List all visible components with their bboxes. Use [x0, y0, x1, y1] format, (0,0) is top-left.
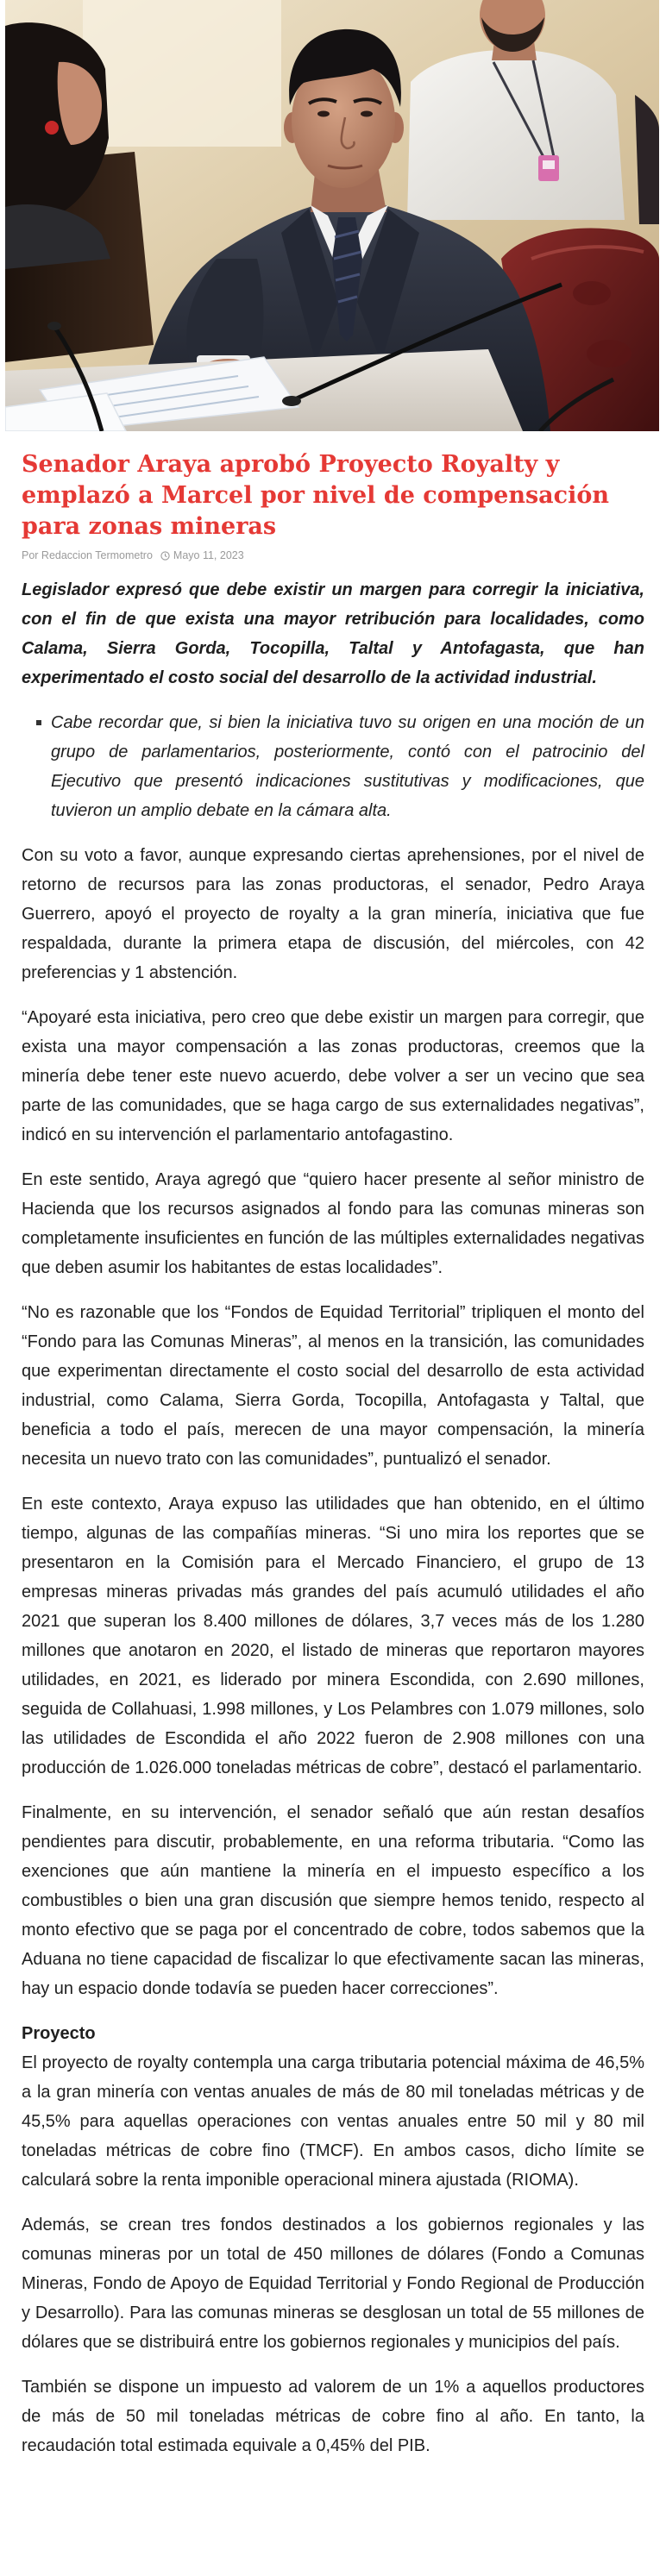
article-body: [22, 449, 644, 2476]
body-paragraph: Finalmente, en su intervención, el senador señaló que aún restan desafíos pendientes para discutir, probablemente, en una reforma tributaria. “Como las exenciones que aún mantiene la minería en el impuesto específico a los combustibles o bien una gran discusión que siempre hemos tenido, respecto al monto efectivo que se paga por el concentrado de cobre, todos sabemos que la Aduana no tiene capacidad de fiscalizar lo que efectivamente sacan las mineras, hay un espacio donde todavía se pueden hacer correcciones”.: [22, 1803, 644, 1998]
chair-tuft: [587, 340, 631, 367]
section-paragraph: El proyecto de royalty contempla una carga tributaria potencial máxima de 46,5% a la gran minería con ventas anuales de más de 80 mil toneladas métricas y de 45,5% para aquellas operaciones con ventas anuales entre 50 mil y 80 mil toneladas métricas de cobre fino (TMCF). En ambos casos, dicho límite se calculará sobre la renta imponible operacional minera ajustada (RIOMA).: [22, 2053, 644, 2190]
body-paragraph: Con su voto a favor, aunque expresando ciertas aprehensiones, por el nivel de retorno de recursos para las zonas productoras, el senador, Pedro Araya Guerrero, apoyó el proyecto de royalty a la gran minería, iniciativa que fue respaldada, durante la primera etapa de discusión, del miércoles, con 42 preferencias y 1 abstención.: [22, 846, 644, 982]
body-paragraph: “No es razonable que los “Fondos de Equidad Territorial” tripliquen el monto del “Fondo para las Comunas Mineras”, al menos en la transición, las comunidades que experimentan directamente el costo social del desarrollo de esta actividad industrial, como Calama, Sierra Gorda, Tocopilla, Antofagasta y Taltal, que beneficia a todo el país, merecen de una mayor compensación, la minería necesita un nuevo trato con las comunidades”, puntualizó el senador.: [22, 1303, 644, 1469]
highlight-item: [51, 708, 644, 825]
section-paragraph: También se dispone un impuesto ad valorem de un 1% a aquellos productores de más de 50 mil toneladas métricas de cobre fino al año. En tanto, la recaudación total estimada equivale a 0,45% del PIB.: [22, 2378, 644, 2455]
body-paragraph: En este contexto, Araya expuso las utilidades que han obtenido, en el último tiempo, algunas de las compañías mineras. “Si uno mira los reportes que se presentaron en la Comisión para el Mercado Financiero, el grupo de 13 empresas mineras privadas más grandes del país acumuló utilidades el año 2021 que superan los 8.400 millones de dólares, 3,7 veces más de los 1.280 millones que anotaron en 2020, el listado de mineras que reportaron mayores utilidades, en 2021, es liderado por minera Escondida, con 2.690 millones, seguida de Collahuasi, 1.998 millones, y Los Pelambres con 1.079 millones, solo las utilidades de Escondida el año 2022 fueron de 2.908 millones con una producción de 1.026.000 toneladas métricas de cobre”, destacó el parlamentario.: [22, 1495, 644, 1777]
man-eye-right: [361, 111, 373, 117]
window-light: [83, 0, 281, 147]
background-person-shirt: [407, 50, 625, 220]
chair-tuft: [573, 281, 611, 305]
bullet-icon: [36, 720, 41, 725]
highlight-text: Cabe recordar que, si bien la iniciativa tuvo su origen en una moción de un grupo de parlamentarios, posteriormente, contó con el patrocinio del Ejecutivo que presentó indicaciones sustitutivas y modificaciones, que tuvieron un amplio debate en la cámara alta.: [51, 713, 644, 820]
section-paragraph: Además, se crean tres fondos destinados a los gobiernos regionales y las comunas mineras por un total de 450 millones de dólares (Fondo a Comunas Mineras, Fondo de Apoyo de Equidad Territorial y Fondo Regional de Producción y Desarrollo). Para las comunas mineras se desglosan un total de 55 millones de dólares que se distribuirá entre los gobiernos regionales y municipios del país.: [22, 2216, 644, 2352]
section-heading: Proyecto: [22, 2024, 96, 2043]
highlights-list: [22, 708, 644, 825]
man-eye-left: [317, 111, 330, 117]
woman-earring: [45, 121, 59, 135]
id-badge-window: [543, 160, 555, 169]
article-title: Senador Araya aprobó Proyecto Royalty y emplazó a Marcel por nivel de compensación para zonas mineras: [22, 451, 610, 540]
author-byline[interactable]: Por Redaccion Termometro: [22, 549, 153, 561]
body-paragraph: “Apoyaré esta iniciativa, pero creo que debe existir un margen para corregir, que exista una mayor compensación a las zonas productoras, creemos que la minería debe tener este nuevo acuerdo, debe volver a ser un vecino que sea parte de las comunidades, que se haga cargo de sus externalidades negativas”, indicó en su intervención el parlamentario antofagastino.: [22, 1008, 644, 1144]
body-paragraph: En este sentido, Araya agregó que “quiero hacer presente al señor ministro de Hacienda que los recursos asignados al fondo para las comunas mineras son completamente insuficientes en función de las múltiples externalidades negativas que deben asumir los habitantes de estas localidades”.: [22, 1170, 644, 1277]
publish-date: Mayo 11, 2023: [173, 549, 244, 561]
article-photo: [5, 0, 659, 431]
microphone-head: [282, 396, 301, 406]
article-lead: Legislador expresó que debe existir un margen para corregir la iniciativa, con el fin de que exista una mayor retribución para localidades, como Calama, Sierra Gorda, Tocopilla, Taltal y Antofagasta, que han experimentado el costo social del desarrollo de la actividad industrial.: [22, 580, 644, 687]
article-meta: [22, 548, 644, 562]
clock-icon: [160, 551, 170, 561]
microphone-head: [47, 322, 61, 330]
article-image: [5, 0, 659, 431]
